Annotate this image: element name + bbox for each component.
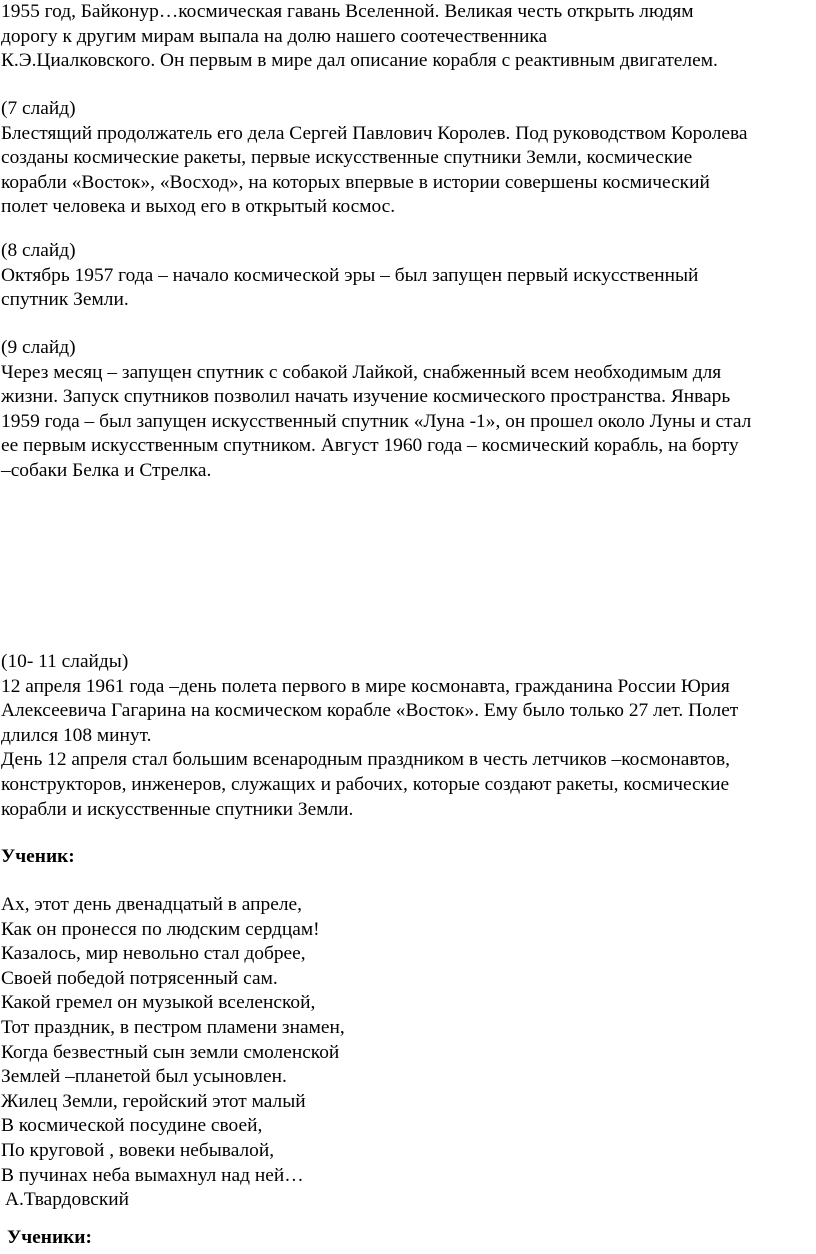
slide-label: (7 слайд) bbox=[1, 98, 76, 119]
poem-line: Как он пронесся по людским сердцам! bbox=[1, 918, 320, 940]
text-line: корабли «Восток», «Восход», на которых впервые в истории совершены космический bbox=[1, 171, 710, 193]
text-line: Блестящий продолжатель его дела Сергей Павлович Королев. Под руководством Королева bbox=[1, 122, 748, 144]
paragraph-slide-7 bbox=[1, 97, 813, 220]
text-line: 1959 года – был запущен искусственный спутник «Луна -1», он прошел около Луны и стал bbox=[1, 410, 752, 432]
text-line: 1955 год, Байконур…космическая гавань Вселенной. Великая честь открыть людям bbox=[1, 1, 694, 22]
poem-line: Когда безвестный сын земли смоленской bbox=[1, 1041, 340, 1063]
poem-line: В космической посудине своей, bbox=[1, 1115, 263, 1137]
students-heading: Ученики: bbox=[7, 1227, 92, 1248]
text-line: полет человека и выход его в открытый космос. bbox=[1, 196, 396, 218]
text-line: жизни. Запуск спутников позволил начать изучение космического пространства. Январь bbox=[1, 386, 731, 408]
paragraph-baikonur bbox=[1, 0, 813, 74]
text-line: спутник Земли. bbox=[1, 289, 129, 311]
text-line: –собаки Белка и Стрелка. bbox=[1, 459, 212, 481]
poem-line: Какой гремел он музыкой вселенской, bbox=[1, 992, 316, 1014]
poem-author: А.Твардовский bbox=[5, 1189, 130, 1211]
slide-label: (8 слайд) bbox=[1, 240, 76, 261]
text-line: Алексеевича Гагарина на космическом корабле «Восток». Ему было только 27 лет. Полет bbox=[1, 700, 739, 722]
text-line: Через месяц – запущен спутник с собакой Лайкой, снабженный всем необходимым для bbox=[1, 361, 722, 383]
poem-line: Своей победой потрясенный сам. bbox=[1, 967, 278, 989]
text-line: дорогу к другим мирам выпала на долю нашего соотечественника bbox=[1, 25, 548, 47]
text-line: 12 апреля 1961 года –день полета первого в мире космонавта, гражданина России Юрия bbox=[1, 675, 730, 697]
poem-line: В пучинах неба вымахнул над ней… bbox=[1, 1164, 304, 1186]
poem-line: Жилец Земли, геройский этот малый bbox=[1, 1090, 306, 1112]
poem-line: По круговой , вовеки небывалой, bbox=[1, 1139, 275, 1161]
paragraph-slide-9 bbox=[1, 336, 813, 484]
text-line: созданы космические ракеты, первые искусственные спутники Земли, космические bbox=[1, 147, 693, 169]
poem bbox=[1, 893, 813, 1213]
paragraph-slide-10-11 bbox=[1, 650, 813, 822]
poem-line: Ах, этот день двенадцатый в апреле, bbox=[1, 894, 302, 915]
poem-line: Землей –планетой был усыновлен. bbox=[1, 1066, 287, 1088]
students-heading-block bbox=[1, 1226, 813, 1251]
student-heading: Ученик: bbox=[1, 846, 75, 867]
poem-line: Тот праздник, в пестром пламени знамен, bbox=[1, 1016, 345, 1038]
student-heading-block bbox=[1, 845, 813, 870]
text-line: корабли и искусственные спутники Земли. bbox=[1, 798, 354, 820]
slide-label: (10- 11 слайды) bbox=[1, 651, 129, 672]
paragraph-slide-8 bbox=[1, 239, 813, 313]
slide-label: (9 слайд) bbox=[1, 337, 76, 358]
text-line: День 12 апреля стал большим всенародным праздником в честь летчиков –космонавтов, bbox=[1, 749, 730, 771]
poem-line: Казалось, мир невольно стал добрее, bbox=[1, 943, 306, 965]
text-line: ее первым искусственным спутником. Август 1960 года – космический корабль, на борту bbox=[1, 435, 739, 457]
text-line: К.Э.Циалковского. Он первым в мире дал описание корабля с реактивным двигателем. bbox=[1, 50, 718, 72]
text-line: длился 108 минут. bbox=[1, 724, 152, 746]
text-line: конструкторов, инженеров, служащих и рабочих, которые создают ракеты, космические bbox=[1, 773, 730, 795]
text-line: Октябрь 1957 года – начало космической эры – был запущен первый искусственный bbox=[1, 264, 699, 286]
